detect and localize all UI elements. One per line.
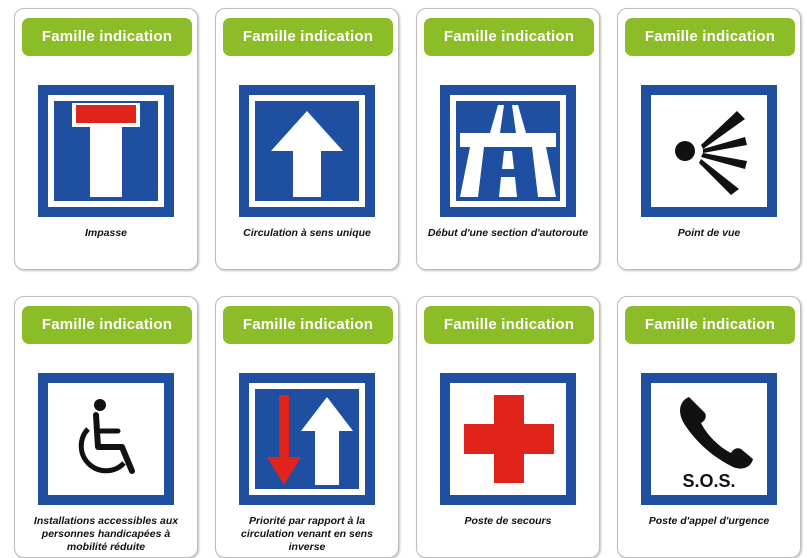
sign-card-impasse xyxy=(14,8,198,270)
sign-caption: Poste d'appel d'urgence xyxy=(648,515,770,527)
family-tag: Famille indication xyxy=(22,18,192,56)
sos-label: S.O.S. xyxy=(682,471,736,491)
family-tag: Famille indication xyxy=(424,306,594,344)
sign-card-priorite xyxy=(215,296,399,558)
sign-caption: Poste de secours xyxy=(464,515,552,527)
sign-card-autoroute xyxy=(416,8,600,270)
viewpoint-icon xyxy=(641,85,777,217)
first-aid-cross-icon xyxy=(440,373,576,505)
sign-card-sens-unique xyxy=(215,8,399,270)
sign-caption: Circulation à sens unique xyxy=(243,227,371,239)
family-tag: Famille indication xyxy=(424,18,594,56)
sign-card-appel-urgence xyxy=(617,296,801,558)
emergency-phone-icon xyxy=(641,373,777,505)
one-way-arrow-icon xyxy=(239,85,375,217)
sign-caption: Impasse xyxy=(84,227,128,239)
sign-card-secours xyxy=(416,296,600,558)
sign-caption: Point de vue xyxy=(677,227,741,239)
dead-end-icon xyxy=(38,85,174,217)
wheelchair-icon xyxy=(38,373,174,505)
sign-caption: Installations accessibles aux personnes handicapées à mobilité réduite xyxy=(33,515,179,553)
sign-caption: Priorité par rapport à la circulation venant en sens inverse xyxy=(241,515,373,553)
priority-oncoming-icon xyxy=(239,373,375,505)
sign-caption: Début d'une section d'autoroute xyxy=(427,227,589,239)
family-tag: Famille indication xyxy=(22,306,192,344)
family-tag: Famille indication xyxy=(625,306,795,344)
sign-card-point-de-vue xyxy=(617,8,801,270)
family-tag: Famille indication xyxy=(625,18,795,56)
motorway-start-icon xyxy=(440,85,576,217)
family-tag: Famille indication xyxy=(223,306,393,344)
family-tag: Famille indication xyxy=(223,18,393,56)
sign-card-accessible xyxy=(14,296,198,558)
